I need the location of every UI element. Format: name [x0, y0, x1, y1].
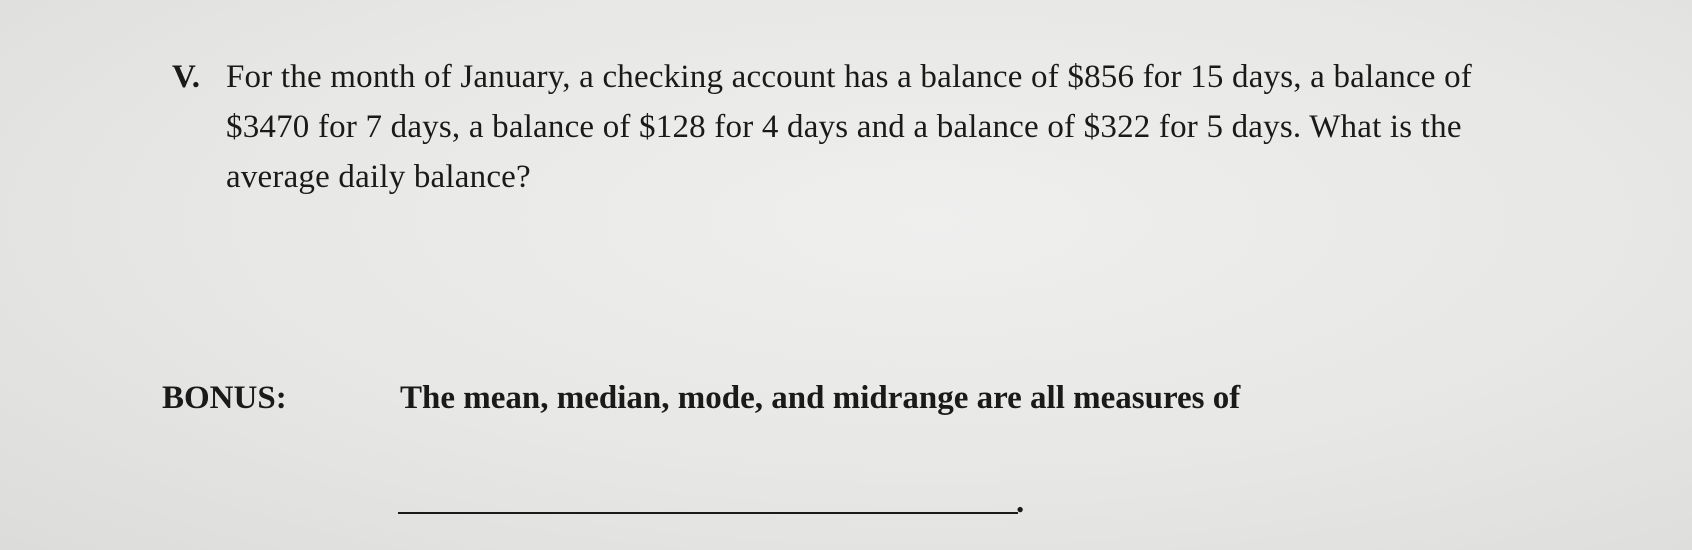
- bonus-label: BONUS:: [162, 380, 287, 416]
- question-number: V.: [172, 59, 201, 95]
- question-line-1: For the month of January, a checking account has a balance of $856 for 15 days, a balance of: [226, 59, 1472, 95]
- answer-period: .: [1016, 484, 1025, 520]
- answer-blank-line[interactable]: [398, 512, 1018, 514]
- question-text: [226, 52, 1472, 202]
- question-line-2: $3470 for 7 days, a balance of $128 for 4 days and a balance of $322 for 5 days. What is the: [226, 109, 1462, 145]
- question-line-3: average daily balance?: [226, 159, 531, 195]
- bonus-text: The mean, median, mode, and midrange are all measures of: [400, 380, 1241, 416]
